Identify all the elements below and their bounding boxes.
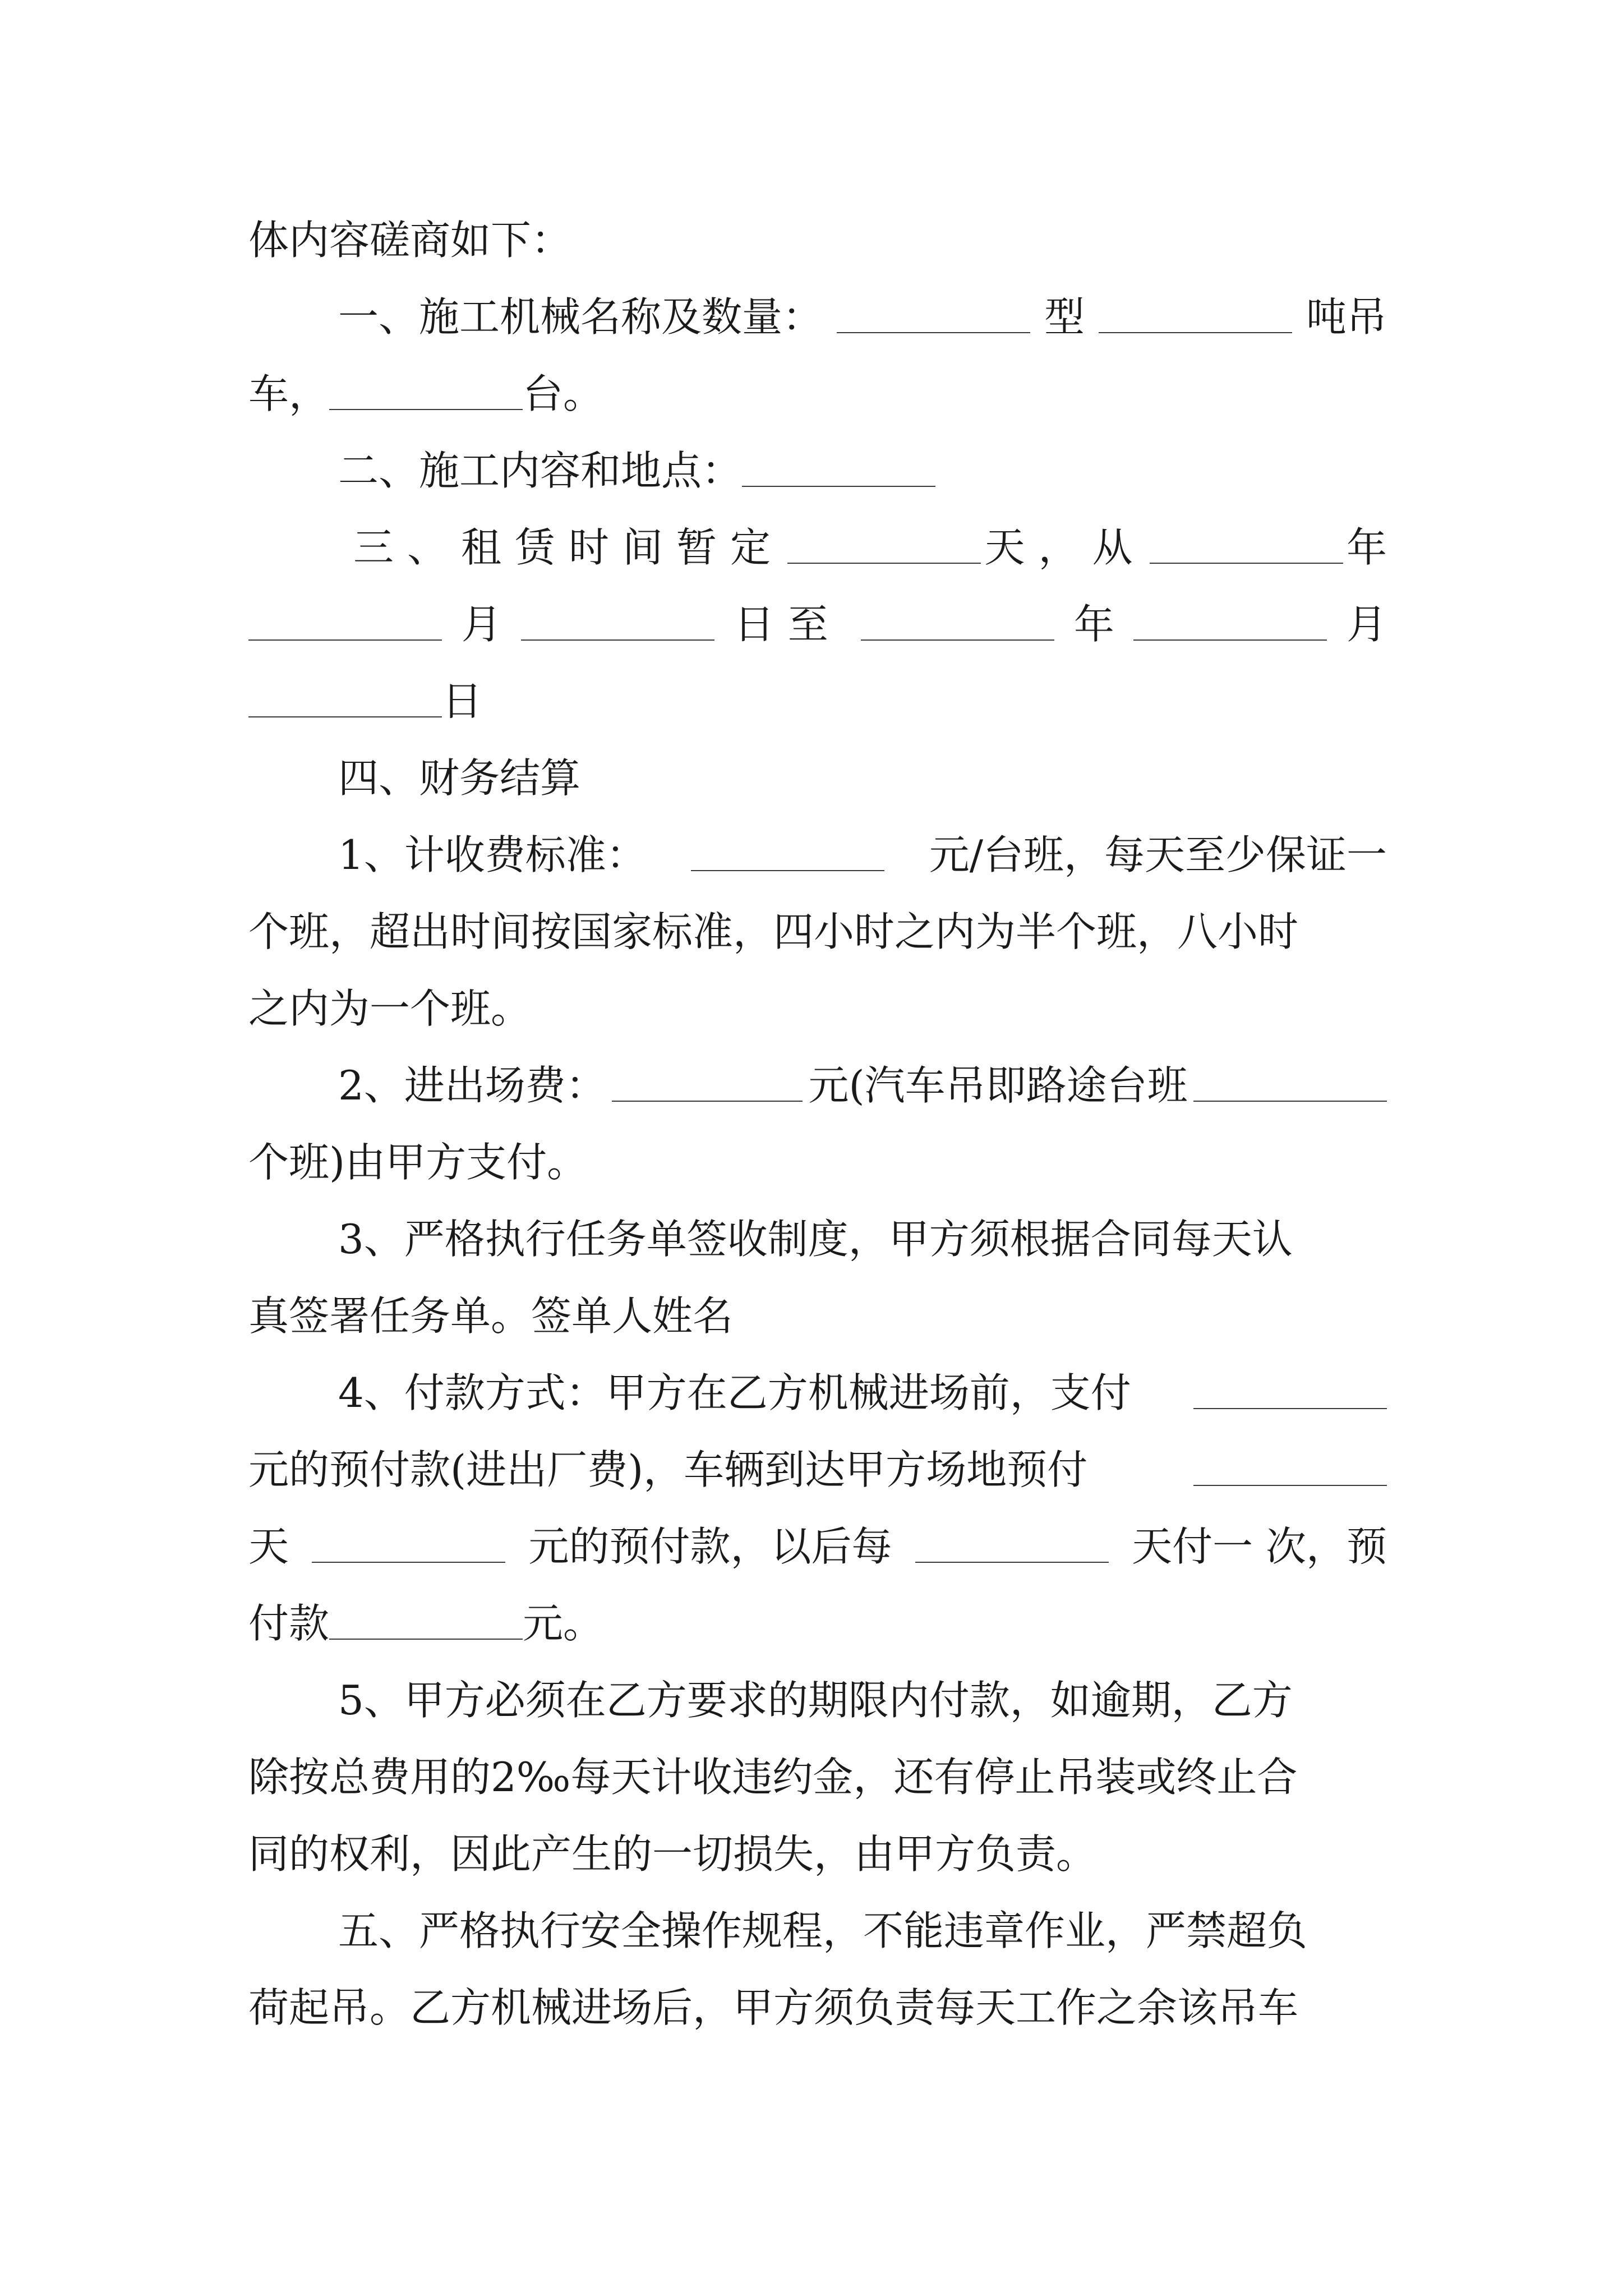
text-run: 月 — [461, 601, 502, 648]
text-run: 元的预付款(进出厂费)，车辆到达甲方场地预付 — [248, 1446, 1088, 1493]
text-line — [338, 289, 1387, 345]
text-run: 三、租赁时间暂定 — [353, 524, 785, 571]
text-run: 型 — [1044, 293, 1085, 341]
fill-blank[interactable] — [612, 1066, 803, 1102]
fill-blank[interactable] — [1193, 1066, 1387, 1102]
text-run: 5、甲方必须在乙方要求的期限内付款，如逾期，乙方 — [338, 1677, 1293, 1724]
text-run: 日至 — [734, 601, 842, 648]
fill-blank[interactable] — [787, 528, 981, 564]
text-line — [248, 1288, 1387, 1344]
fill-blank[interactable] — [1150, 528, 1343, 564]
fill-blank[interactable] — [915, 1527, 1109, 1563]
text-run: 付款 — [248, 1600, 330, 1647]
text-run: 二、施工内容和地点： — [338, 447, 743, 494]
text-line — [338, 1211, 1387, 1267]
fill-blank[interactable] — [1099, 297, 1292, 333]
text-run: 个班，超出时间按国家标准，四小时之内为半个班，八小时 — [248, 908, 1299, 955]
text-run: 日 — [442, 678, 483, 725]
fill-blank[interactable] — [1193, 1373, 1387, 1409]
text-line — [248, 1442, 1387, 1498]
text-line — [338, 827, 1387, 883]
fill-blank[interactable] — [248, 682, 442, 717]
text-run: 4、付款方式：甲方在乙方机械进场前，支付 — [338, 1369, 1131, 1416]
text-line — [338, 443, 1387, 499]
text-run: 月 — [1346, 601, 1387, 648]
text-run: 2、进出场费： — [338, 1062, 606, 1109]
text-line — [248, 1519, 1387, 1575]
text-run: 真签署任务单。签单人姓名 — [248, 1292, 734, 1340]
text-run: 同的权利，因此产生的一切损失，由甲方负责。 — [248, 1830, 1097, 1878]
text-line — [338, 1365, 1387, 1421]
text-line — [248, 366, 1387, 422]
text-run: 体内容磋商如下： — [248, 217, 572, 264]
text-run: 天 — [248, 1523, 289, 1570]
text-run: 车， — [248, 370, 330, 417]
text-line — [248, 596, 1387, 652]
fill-blank[interactable] — [742, 451, 935, 487]
text-line — [248, 1749, 1387, 1805]
text-line — [353, 519, 1387, 576]
text-line — [338, 750, 1387, 806]
text-run: 个班)由甲方支付。 — [248, 1139, 588, 1186]
text-run: 年 — [1073, 601, 1114, 648]
text-run: 五、严格执行安全操作规程，不能违章作业，严禁超负 — [338, 1907, 1308, 1954]
text-run: 荷起吊。乙方机械进场后，甲方须负责每天工作之余该吊车 — [248, 1984, 1299, 2031]
text-run: 年 — [1346, 524, 1387, 571]
text-run: 一、施工机械名称及数量： — [338, 293, 823, 341]
text-run: 吨吊 — [1306, 293, 1387, 341]
text-line — [338, 1903, 1387, 1959]
fill-blank[interactable] — [691, 835, 884, 871]
text-line — [338, 1057, 1387, 1114]
fill-blank[interactable] — [861, 605, 1054, 641]
text-run: 元/台班，每天至少保证一 — [929, 831, 1387, 878]
text-run: 之内为一个班。 — [248, 985, 532, 1032]
text-line — [248, 1980, 1387, 2036]
text-run: 天付一 次，预 — [1132, 1523, 1387, 1570]
fill-blank[interactable] — [329, 1604, 523, 1640]
text-line — [248, 212, 1387, 268]
text-line — [338, 1672, 1387, 1728]
section-heading: 四、财务结算 — [338, 754, 581, 802]
text-run: 元的预付款，以后每 — [528, 1523, 892, 1570]
text-line — [248, 1134, 1387, 1190]
text-run: 1、计收费标准： — [338, 831, 647, 878]
text-line — [248, 673, 1387, 729]
text-line — [248, 1595, 1387, 1651]
text-line — [248, 981, 1387, 1037]
text-run: 元(汽车吊即路途台班 — [808, 1062, 1188, 1109]
fill-blank[interactable] — [329, 374, 523, 410]
fill-blank[interactable] — [1133, 605, 1327, 641]
text-line — [248, 1826, 1387, 1882]
text-line — [248, 904, 1387, 960]
fill-blank[interactable] — [312, 1527, 505, 1563]
text-run: 元。 — [523, 1600, 604, 1647]
fill-blank[interactable] — [521, 605, 714, 641]
text-run: 天，从 — [984, 524, 1146, 571]
text-run: 除按总费用的2‰每天计收违约金，还有停止吊装或终止合 — [248, 1754, 1298, 1801]
fill-blank[interactable] — [1193, 1450, 1387, 1486]
fill-blank[interactable] — [248, 605, 442, 641]
text-run: 台。 — [523, 370, 604, 417]
fill-blank[interactable] — [837, 297, 1030, 333]
text-run: 3、严格执行任务单签收制度，甲方须根据合同每天认 — [338, 1216, 1293, 1263]
